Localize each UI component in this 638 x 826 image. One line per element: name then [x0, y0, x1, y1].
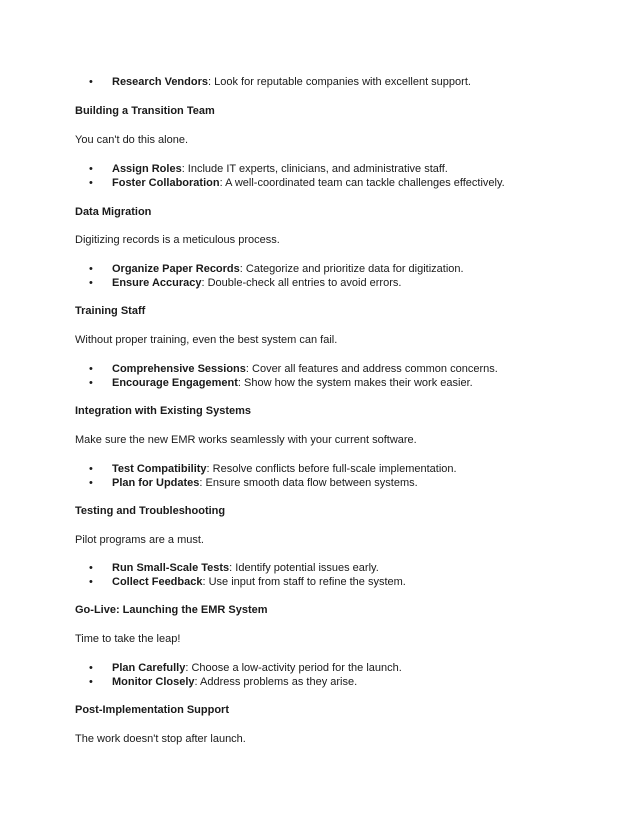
- list-item-term: Assign Roles: [112, 163, 182, 175]
- section-heading: Post-Implementation Support: [75, 704, 229, 716]
- bullet-marker: •: [89, 576, 93, 588]
- list-item-term: Comprehensive Sessions: [112, 363, 246, 375]
- paragraph: The work doesn't stop after launch.: [75, 733, 246, 745]
- bullet-marker: •: [89, 263, 93, 275]
- list-item-description: : Resolve conflicts before full-scale implementation.: [206, 463, 457, 475]
- list-item-term: Run Small-Scale Tests: [112, 562, 230, 574]
- bullet-marker: •: [89, 477, 93, 489]
- paragraph: Without proper training, even the best system can fail.: [75, 334, 338, 346]
- paragraph: You can't do this alone.: [75, 134, 189, 146]
- list-item-description: : Address problems as they arise.: [194, 676, 358, 688]
- bullet-marker: •: [89, 377, 93, 389]
- list-item-term: Collect Feedback: [112, 576, 203, 588]
- list-item-description: : A well-coordinated team can tackle challenges effectively.: [219, 177, 505, 189]
- paragraph: Pilot programs are a must.: [75, 534, 204, 546]
- bullet-marker: •: [89, 76, 93, 88]
- list-item-term: Encourage Engagement: [112, 377, 238, 389]
- list-item-term: Foster Collaboration: [112, 177, 220, 189]
- bullet-marker: •: [89, 163, 93, 175]
- list-item-term: Ensure Accuracy: [112, 277, 202, 289]
- list-item-term: Monitor Closely: [112, 676, 195, 688]
- list-item-description: : Cover all features and address common concerns.: [245, 363, 498, 375]
- paragraph: Time to take the leap!: [75, 633, 181, 645]
- bullet-marker: •: [89, 662, 93, 674]
- list-item-description: : Categorize and prioritize data for digitization.: [239, 263, 464, 275]
- paragraph: Digitizing records is a meticulous process.: [75, 234, 280, 246]
- section-heading: Data Migration: [75, 206, 152, 218]
- list-item-description: : Show how the system makes their work easier.: [237, 377, 473, 389]
- bullet-marker: •: [89, 177, 93, 189]
- section-heading: Integration with Existing Systems: [75, 405, 252, 417]
- list-item-description: : Ensure smooth data flow between systems.: [199, 477, 418, 489]
- bullet-marker: •: [89, 277, 93, 289]
- list-item-term: Organize Paper Records: [112, 263, 240, 275]
- list-item-term: Plan Carefully: [112, 662, 186, 674]
- list-item-term: Plan for Updates: [112, 477, 200, 489]
- list-item-description: : Identify potential issues early.: [229, 562, 379, 574]
- list-item-term: Test Compatibility: [112, 463, 207, 475]
- paragraph: Make sure the new EMR works seamlessly with your current software.: [75, 434, 417, 446]
- bullet-marker: •: [89, 676, 93, 688]
- section-heading: Building a Transition Team: [75, 105, 215, 117]
- list-item-description: : Double-check all entries to avoid errors.: [201, 277, 402, 289]
- list-item-description: : Look for reputable companies with excellent support.: [208, 76, 471, 88]
- section-heading: Training Staff: [75, 305, 146, 317]
- list-item-description: : Use input from staff to refine the system.: [202, 576, 406, 588]
- bullet-marker: •: [89, 463, 93, 475]
- bullet-marker: •: [89, 562, 93, 574]
- list-item-description: : Choose a low-activity period for the launch.: [185, 662, 402, 674]
- section-heading: Go-Live: Launching the EMR System: [75, 604, 268, 616]
- list-item-term: Research Vendors: [112, 76, 208, 88]
- list-item-description: : Include IT experts, clinicians, and administrative staff.: [181, 163, 448, 175]
- bullet-marker: •: [89, 363, 93, 375]
- section-heading: Testing and Troubleshooting: [75, 505, 226, 517]
